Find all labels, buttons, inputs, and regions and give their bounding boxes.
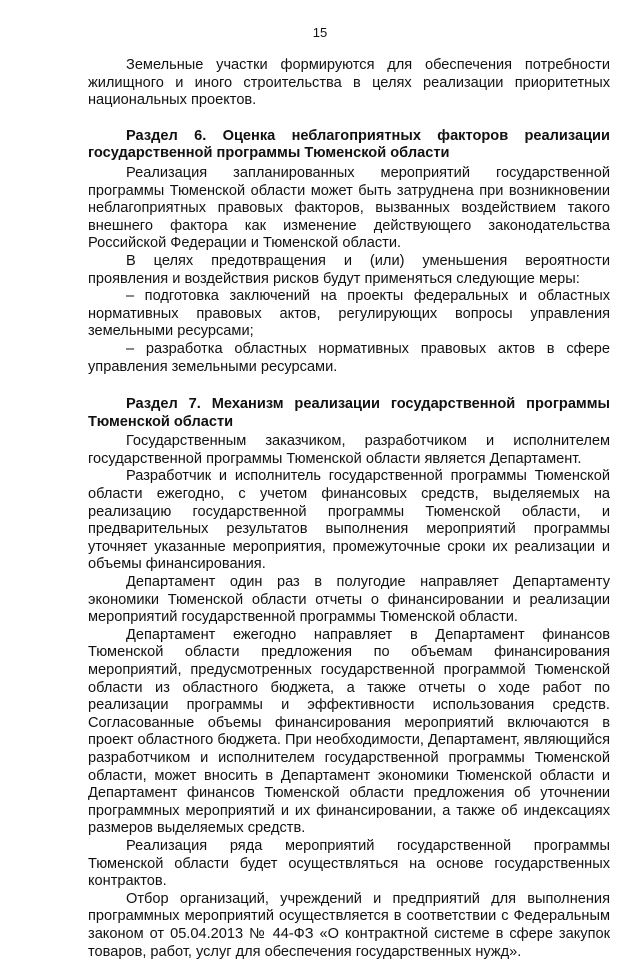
list-item: – разработка областных нормативных правовых актов в сфере управления земельными ресурсами.: [88, 340, 610, 375]
section-heading: Раздел 6. Оценка неблагоприятных факторов реализации государственной программы Тюменской области: [88, 127, 610, 162]
page-number: 15: [312, 25, 328, 40]
paragraph: Разработчик и исполнитель государственной программы Тюменской области ежегодно, с учетом финансовых средств, выделяемых на реализацию государственной программы Тюменской области, и предварительных результатов выполнения мероприятий программы уточняет указанные мероприятия, промежуточные сроки их реализации и объемы финансирования.: [88, 468, 610, 573]
section-heading: Раздел 7. Механизм реализации государственной программы Тюменской области: [88, 396, 610, 430]
paragraph: Отбор организаций, учреждений и предприятий для выполнения программных мероприятий осуществляется в соответствии с Федеральным законом от 05.04.2013 № 44-ФЗ «О контрактной системе в сфере закупок товаров, работ, услуг для обеспечения государственных нужд».: [88, 890, 610, 960]
paragraph: Департамент один раз в полугодие направляет Департаменту экономики Тюменской области отчеты о финансировании и реализации мероприятий государственной программы Тюменской области.: [88, 574, 610, 626]
paragraph: В целях предотвращения и (или) уменьшения вероятности проявления и воздействия рисков будут применяться следующие меры:: [88, 252, 610, 287]
list-item: – подготовка заключений на проекты федеральных и областных нормативных правовых актов, регулирующих вопросы управления земельными ресурсами;: [88, 288, 610, 340]
paragraph: Реализация запланированных мероприятий государственной программы Тюменской области может быть затруднена при возникновении неблагоприятных правовых факторов, вызванных воздействием такого внешнего фактора как изменение действующего законодательства Российской Федерации и Тюменской области.: [88, 164, 610, 252]
paragraph: Государственным заказчиком, разработчиком и исполнителем государственной программы Тюменской области является Департамент.: [88, 433, 610, 467]
paragraph: Реализация ряда мероприятий государственной программы Тюменской области будет осуществляться на основе государственных контрактов.: [88, 837, 610, 890]
document-body: [88, 57, 610, 961]
paragraph: Департамент ежегодно направляет в Департамент финансов Тюменской области предложения по объемам финансирования мероприятий, предусмотренных государственной программой Тюменской области из областного бюджета, а также отчеты о ходе работ по реализации программы и эффективности использования средств. Согласованные объемы финансирования мероприятий включаются в проект областного бюджета. При необходимости, Департамент, являющийся разработчиком и исполнителем государственной программы Тюменской области, может вносить в Департамент экономики Тюменской области и Департамент финансов Тюменской области предложения об уточнении программных мероприятий и их финансировании, а также об индексациях размеров выделяемых средств.: [88, 626, 610, 837]
paragraph: Земельные участки формируются для обеспечения потребности жилищного и иного строительства в целях реализации приоритетных национальных проектов.: [88, 57, 610, 109]
